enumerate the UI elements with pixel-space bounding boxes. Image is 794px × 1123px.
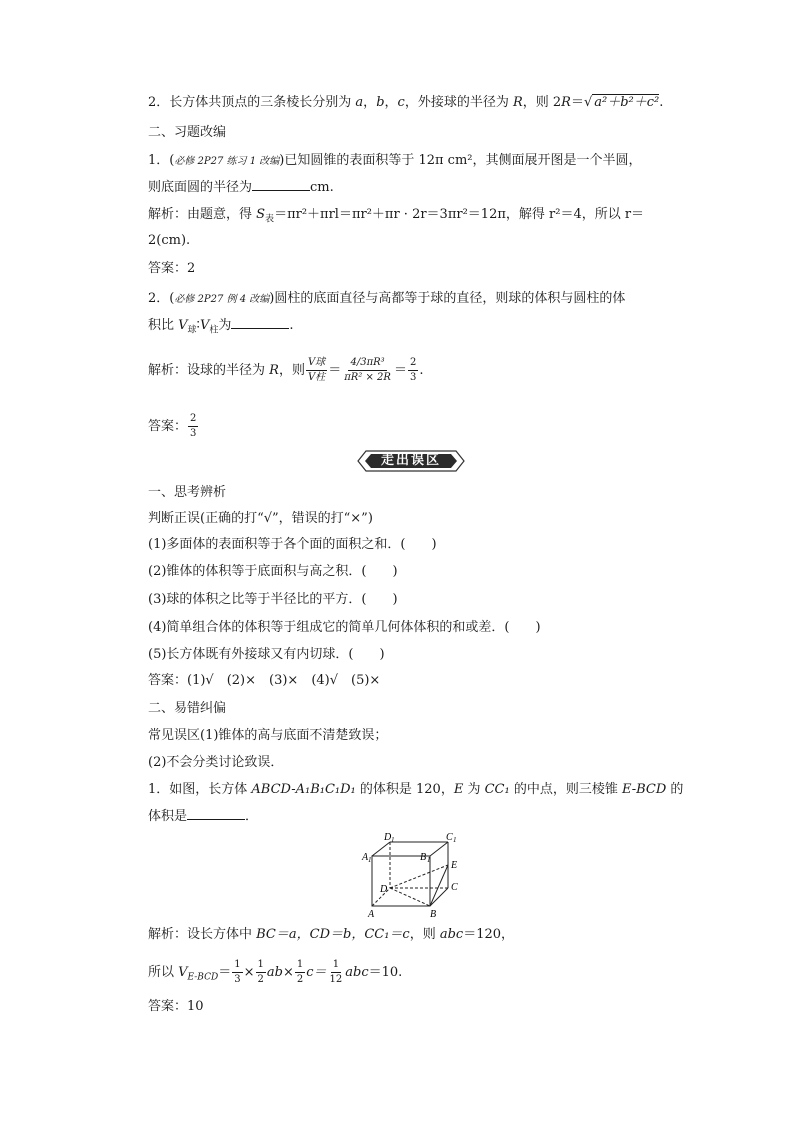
text: ，则 xyxy=(278,363,305,378)
label-E: E xyxy=(451,860,458,871)
text: . xyxy=(659,95,664,110)
text: 2．( xyxy=(148,291,175,306)
answer-blank xyxy=(231,316,289,329)
var-a: a xyxy=(355,95,364,110)
exercise-2-line-1 xyxy=(148,290,625,309)
label-C: C xyxy=(451,882,458,893)
denominator: 3 xyxy=(190,428,197,439)
subscript: 柱 xyxy=(209,325,219,336)
exercise-1-line-2 xyxy=(148,178,334,197)
text: ＝ xyxy=(393,363,407,378)
sub-1: 1 xyxy=(453,836,457,844)
text: )圆柱的底面直径与高都等于球的直径，则球的体积与圆柱的体 xyxy=(269,291,626,306)
text: × xyxy=(282,965,294,980)
sub-1: 1 xyxy=(391,836,395,844)
var-V: V xyxy=(178,318,188,333)
source-ref: 必修 2P27 练习 1 改编 xyxy=(174,156,280,167)
text: ＝10. xyxy=(368,965,403,980)
text: 为 xyxy=(218,318,232,333)
sub-1: 1 xyxy=(427,856,431,864)
text: 体积是 xyxy=(148,809,188,824)
denominator: 2 xyxy=(257,974,264,985)
section-title-exercises: 二、习题改编 xyxy=(148,125,227,140)
part-2-title: 二、易错纠偏 xyxy=(148,701,227,716)
part-2-question-1-cont xyxy=(148,807,258,826)
judge-item-2: (2)锥体的体积等于底面积与高之积．( ) xyxy=(148,564,398,579)
exercise-1-solution xyxy=(148,206,644,224)
prev-question-2 xyxy=(148,94,663,112)
answer-fraction xyxy=(188,412,198,441)
exercise-2-solution xyxy=(148,356,423,385)
part-2-solution xyxy=(148,926,514,944)
denominator: 2 xyxy=(296,974,304,985)
numerator: 2 xyxy=(188,412,198,427)
text: ＝ xyxy=(218,965,232,980)
text: 2．长方体共顶点的三条棱长分别为 xyxy=(148,95,356,110)
numerator: 4/3πR³ xyxy=(348,356,386,371)
label-D: D xyxy=(380,884,388,895)
answer-blank xyxy=(187,807,245,820)
sub-1: 1 xyxy=(368,856,372,864)
text: ，外接球的半径为 xyxy=(404,95,513,110)
text: 解析：设球的半径为 xyxy=(148,363,270,378)
exercise-1-solution-cont: 2(cm). xyxy=(148,233,191,248)
text: 1．( xyxy=(148,153,175,168)
judge-item-5: (5)长方体既有外接球又有内切球．( ) xyxy=(148,647,385,662)
text: ＝120， xyxy=(463,927,515,942)
subscript: E-BCD xyxy=(187,972,219,983)
fraction xyxy=(232,958,242,987)
fraction xyxy=(328,958,345,987)
judge-item-4: (4)简单组合体的体积等于组成它的简单几何体体积的和或差．( ) xyxy=(148,620,541,635)
fraction-volume-formula xyxy=(342,356,393,385)
banner-title: 走出误区 xyxy=(380,453,441,468)
denominator: V柱 xyxy=(307,372,326,383)
fraction-result xyxy=(408,356,418,385)
cuboid-diagram-icon xyxy=(356,830,466,922)
numerator: V球 xyxy=(306,356,327,371)
numerator: 1 xyxy=(232,958,242,973)
text: ＝πr²＋πrl＝πr²＋πr · 2r＝3πr²＝12π，解得 r²＝4，所以 r＝ xyxy=(274,207,645,222)
text: ， xyxy=(384,95,398,110)
text: ． xyxy=(245,809,259,824)
subscript: 表 xyxy=(265,214,275,225)
var-abc: abc xyxy=(345,965,369,980)
var-b: b xyxy=(376,95,385,110)
text: ＝ xyxy=(570,95,584,110)
text: . xyxy=(289,318,294,333)
judge-item-3: (3)球的体积之比等于半径比的平方．( ) xyxy=(148,592,398,607)
text: 的 xyxy=(666,782,684,797)
text: 所以 xyxy=(148,965,179,980)
var-V: V xyxy=(199,318,210,333)
part-2-answer: 答案：10 xyxy=(148,999,204,1014)
text: ∶ xyxy=(196,318,200,333)
numerator: 1 xyxy=(295,958,305,973)
section-banner xyxy=(356,449,466,473)
text: cm. xyxy=(310,180,334,195)
label-A: A xyxy=(368,909,375,920)
denominator: 3 xyxy=(234,974,241,985)
text: 解析：由题意，得 xyxy=(148,207,257,222)
denominator: 12 xyxy=(329,974,343,985)
var-EBCD: E-BCD xyxy=(621,782,667,797)
text: 则底面圆的半径为 xyxy=(148,180,253,195)
exercise-2-line-2 xyxy=(148,316,294,335)
part-2-solution-cont xyxy=(148,958,402,987)
fraction xyxy=(295,958,305,987)
part-1-answer: 答案：(1)√ (2)× (3)× (4)√ (5)× xyxy=(148,673,381,688)
exercise-1-line-1 xyxy=(148,152,642,171)
denominator: πR² × 2R xyxy=(344,372,391,383)
numerator: 1 xyxy=(256,958,266,973)
var-R: R xyxy=(512,95,523,110)
sqrt-sign: √ xyxy=(583,95,593,110)
source-ref: 必修 2P27 例 4 改编 xyxy=(174,294,270,305)
var-c: c xyxy=(397,95,405,110)
denominator: 3 xyxy=(409,372,417,383)
text: 积比 xyxy=(148,318,179,333)
text: × xyxy=(243,965,255,980)
text: c＝ xyxy=(306,965,327,980)
var-E: E xyxy=(453,782,464,797)
text: 答案： xyxy=(148,419,188,434)
label-A1: A xyxy=(362,852,369,863)
text: ＝ xyxy=(328,363,342,378)
var-S: S xyxy=(256,207,266,222)
text: 的体积是 120， xyxy=(355,782,454,797)
var-abc: abc xyxy=(439,927,464,942)
numerator: 1 xyxy=(331,958,341,973)
cuboid-figure xyxy=(356,830,466,922)
text: ，则 xyxy=(409,927,440,942)
text: )已知圆锥的表面积等于 12π cm²，其侧面展开图是一个半圆， xyxy=(279,153,642,168)
math: BC＝a，CD＝b，CC₁＝c xyxy=(256,927,410,942)
text: . xyxy=(419,363,424,378)
text: 的中点，则三棱锥 xyxy=(509,782,622,797)
label-B1: B xyxy=(420,852,427,863)
exercise-2-answer xyxy=(148,412,199,441)
fraction xyxy=(256,958,266,987)
text: ，则 2 xyxy=(522,95,562,110)
part-2-question-1 xyxy=(148,781,683,799)
exercise-1-answer: 答案：2 xyxy=(148,261,196,276)
text: 解析：设长方体中 xyxy=(148,927,257,942)
part-2-line-2: (2)不会分类讨论致误． xyxy=(148,755,284,770)
judge-item-1: (1)多面体的表面积等于各个面的面积之和．( ) xyxy=(148,537,437,552)
label-D1: D xyxy=(384,832,392,843)
var-V: V xyxy=(178,965,188,980)
var-ab: ab xyxy=(266,965,283,980)
var-R2: R xyxy=(561,95,571,110)
part-1-intro: 判断正误(正确的打“√”，错误的打“×”) xyxy=(148,511,373,526)
answer-blank xyxy=(252,178,310,191)
fraction-volume-ratio xyxy=(306,356,327,385)
sqrt-content: a²＋b²＋c² xyxy=(594,95,660,110)
part-2-line-1: 常见误区(1)锥体的高与底面不清楚致误； xyxy=(148,728,388,743)
text: 1．如图，长方体 xyxy=(148,782,252,797)
var-CC1: CC₁ xyxy=(484,782,510,797)
label-C1: C xyxy=(446,832,453,843)
part-1-title: 一、思考辨析 xyxy=(148,485,227,500)
subscript: 球 xyxy=(187,325,197,336)
text: 为 xyxy=(463,782,485,797)
var-box: ABCD-A₁B₁C₁D₁ xyxy=(251,782,356,797)
text: ， xyxy=(363,95,377,110)
var-R: R xyxy=(269,363,279,378)
numerator: 2 xyxy=(408,356,418,371)
label-B: B xyxy=(430,909,437,920)
